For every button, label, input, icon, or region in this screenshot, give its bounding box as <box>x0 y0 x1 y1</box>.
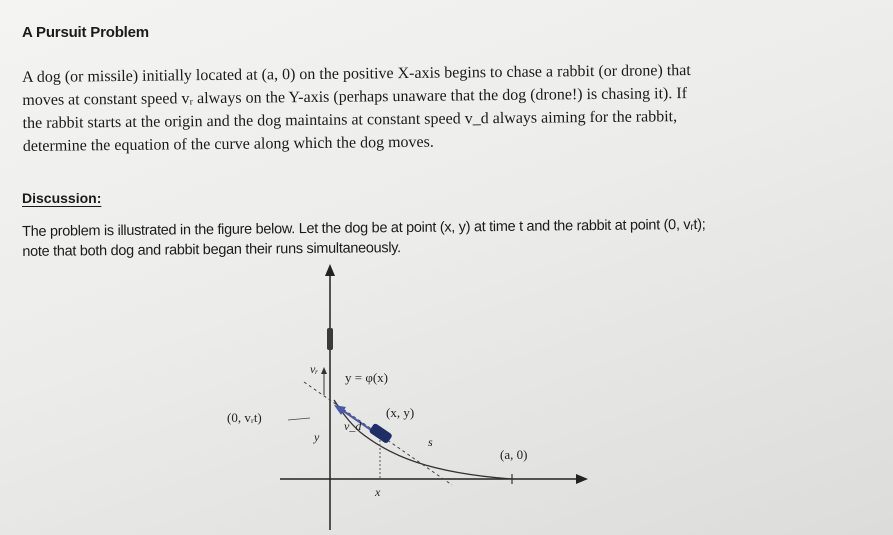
y-axis-arrowhead <box>325 264 335 276</box>
x-axis-arrowhead <box>576 474 588 484</box>
rabbit-point-pointer <box>288 418 310 420</box>
x-distance-label: x <box>375 485 381 499</box>
dog-start-label: (a, 0) <box>500 447 528 462</box>
discussion-text <box>22 213 862 262</box>
y-height-label: y <box>314 430 320 444</box>
arc-length-label: s <box>428 435 433 449</box>
dog-point-label: (x, y) <box>386 405 415 420</box>
document-title: A Pursuit Problem <box>22 24 149 41</box>
discussion-heading: Discussion: <box>22 190 102 206</box>
rabbit-marker <box>327 328 333 350</box>
discussion-line-2: note that both dog and rabbit began their runs simultaneously. <box>22 240 401 260</box>
curve-equation-label: y = φ(x) <box>345 370 388 385</box>
problem-line-1: A dog (or missile) initially located at (a, 0) on the positive X-axis begins to chase a rabbit (or drone) that <box>22 61 691 86</box>
pursuit-curve <box>334 400 512 479</box>
dog-speed-label: v_d <box>344 419 362 433</box>
problem-line-3: the rabbit starts at the origin and the dog maintains at constant speed v_d always aiming for the rabbit, <box>22 108 678 132</box>
rabbit-point-label: (0, vᵣt) <box>227 410 262 425</box>
rabbit-velocity-arrowhead <box>321 367 327 374</box>
problem-statement <box>22 57 843 158</box>
problem-line-2: moves at constant speed vᵣ always on the Y-axis (perhaps unaware that the dog (drone!) is chasing it). If <box>22 85 688 109</box>
rabbit-speed-label: vᵣ <box>310 362 319 376</box>
discussion-line-1: The problem is illustrated in the figure below. Let the dog be at point (x, y) at time t and the rabbit at point (0, vᵣt); <box>22 216 706 240</box>
pursuit-figure <box>200 260 620 535</box>
problem-line-4: determine the equation of the curve along which the dog moves. <box>22 133 434 155</box>
